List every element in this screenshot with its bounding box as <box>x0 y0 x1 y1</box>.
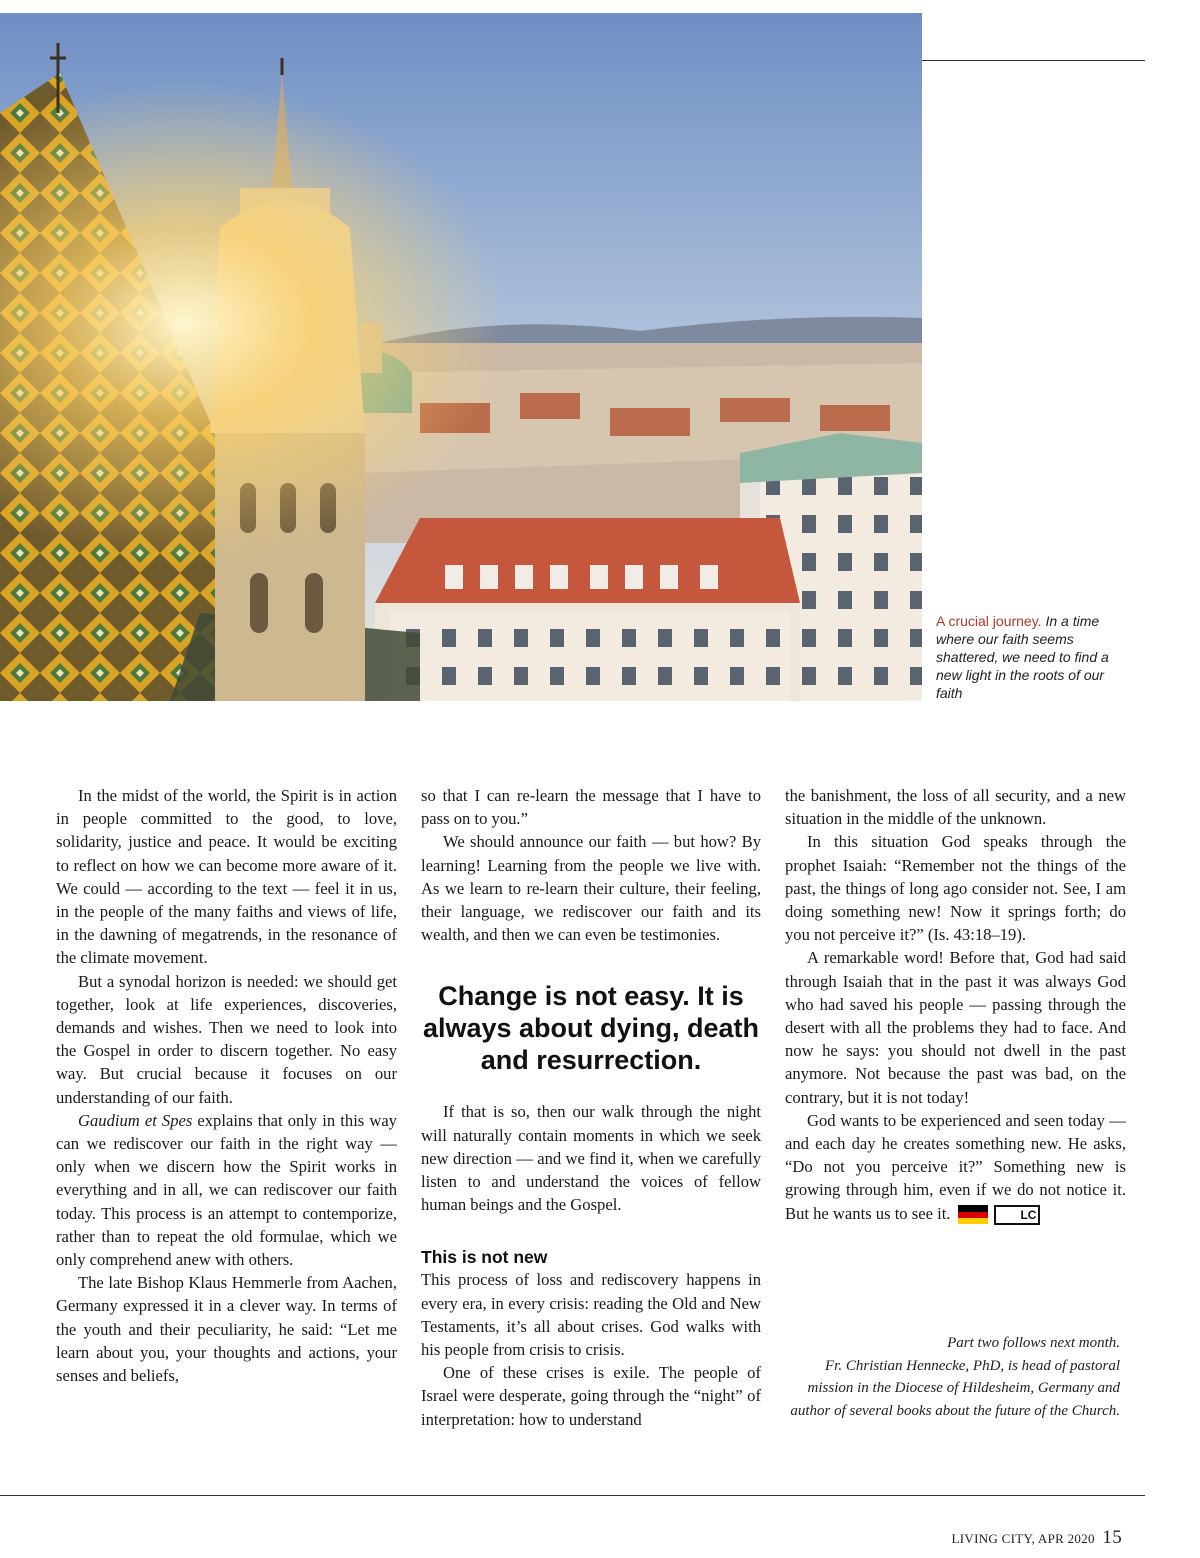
paragraph: One of these crises is exile. The people of Israel were desperate, going through the “night” of interpretation: how to understand <box>421 1363 761 1429</box>
bio-line: Part two follows next month. <box>947 1335 1120 1351</box>
paragraph: But a synodal horizon is needed: we should get together, look at life experiences, discoveries, demands and wishes. Then we need to look into the Gospel in order to discern together. No easy way. But crucial because it focuses on our understanding of our faith. <box>56 971 397 1107</box>
end-mark <box>958 1205 1040 1225</box>
bio-line: Fr. Christian Hennecke, PhD, is head of pastoral mission in the Diocese of Hildesheim, Germany and author of several books about the future of the Church. <box>790 1357 1120 1419</box>
article-column-1 <box>56 784 397 1387</box>
paragraph-text: God wants to be experienced and seen today — and each day he creates something new. He asks, “Do not you perceive it?” Something new is growing through him, even if we do not notice it. But he wants us to see it. <box>785 1110 1126 1223</box>
author-bio <box>790 1332 1120 1422</box>
bottom-rule <box>0 1495 1145 1496</box>
lc-logo-icon: LC <box>994 1205 1040 1225</box>
paragraph-text: explains that only in this way can we rediscover our faith in the right way — only when we discern how the Spirit works in everything and in all, we can rediscover our faith today. This process is an attempt to contemporize, rather than to repeat the old formulae, which we only comprehend anew with others. <box>56 1110 397 1270</box>
paragraph: A remarkable word! Before that, God had said through Isaiah that in the past it was always God who had saved his people — passing through the desert with all the problems they had to face. And now he says: you should not dwell in the past anymore. Not because the past was bad, on the contrary, but it is not today! <box>785 948 1126 1107</box>
paragraph: the banishment, the loss of all security, and a new situation in the middle of the unknown. <box>785 786 1126 829</box>
article-column-3 <box>785 784 1126 1225</box>
pull-quote: Change is not easy. It is always about dying, death and resurrection. <box>422 981 760 1076</box>
caption-lead: A crucial journey. <box>936 613 1042 629</box>
page-number: 15 <box>1102 1527 1122 1548</box>
gaudium-et-spes-title: Gaudium et Spes <box>78 1110 193 1130</box>
paragraph: This process of loss and rediscovery happens in every era, in every crisis: reading the Old and New Testaments, it’s all about crises. God walks with his people from crisis to crisis. <box>421 1270 761 1360</box>
caption-text: In a time where our faith seems shattered, we need to find a new light in the roots of our faith <box>936 613 1109 701</box>
flag-stripe <box>958 1218 988 1224</box>
paragraph: If that is so, then our walk through the night will naturally contain moments in which we seek new direction — and we find it, when we carefully listen to and understand the voices of fellow human beings and the Gospel. <box>421 1102 761 1215</box>
article-column-2 <box>421 784 761 1431</box>
german-flag-icon <box>958 1205 988 1224</box>
paragraph: The late Bishop Klaus Hemmerle from Aachen, Germany expressed it in a clever way. In terms of the youth and their peculiarity, he said: “Let me learn about you, your thoughts and actions, your senses and beliefs, <box>56 1273 397 1386</box>
cathedral-cityscape-photo <box>0 13 922 701</box>
photo-caption <box>936 612 1126 702</box>
paragraph: We should announce our faith — but how? By learning! Learning from the people we live with. As we learn to re-learn their culture, their feeling, their language, we rediscover our faith and its wealth, and then we can even be testimonies. <box>421 832 761 945</box>
paragraph: so that I can re-learn the message that I have to pass on to you.” <box>421 786 761 829</box>
paragraph <box>785 1109 1126 1225</box>
paragraph: In the midst of the world, the Spirit is in action in people committed to the good, to love, solidarity, justice and peace. It would be exciting to reflect on how we can become more aware of it. We could — according to the text — feel it in us, in the people of the many faiths and views of life, in the dawning of megatrends, in the resonance of the climate movement. <box>56 786 397 968</box>
publication-name: LIVING CITY, APR 2020 <box>951 1531 1095 1546</box>
subhead: This is not new <box>421 1247 548 1268</box>
paragraph: In this situation God speaks through the prophet Isaiah: “Remember not the things of the past, the things of long ago consider not. See, I am doing something new! Now it springs forth; do you not perceive it?” (Is. 43:18–19). <box>785 832 1126 945</box>
page-footer <box>952 1527 1122 1549</box>
paragraph <box>56 1109 397 1271</box>
